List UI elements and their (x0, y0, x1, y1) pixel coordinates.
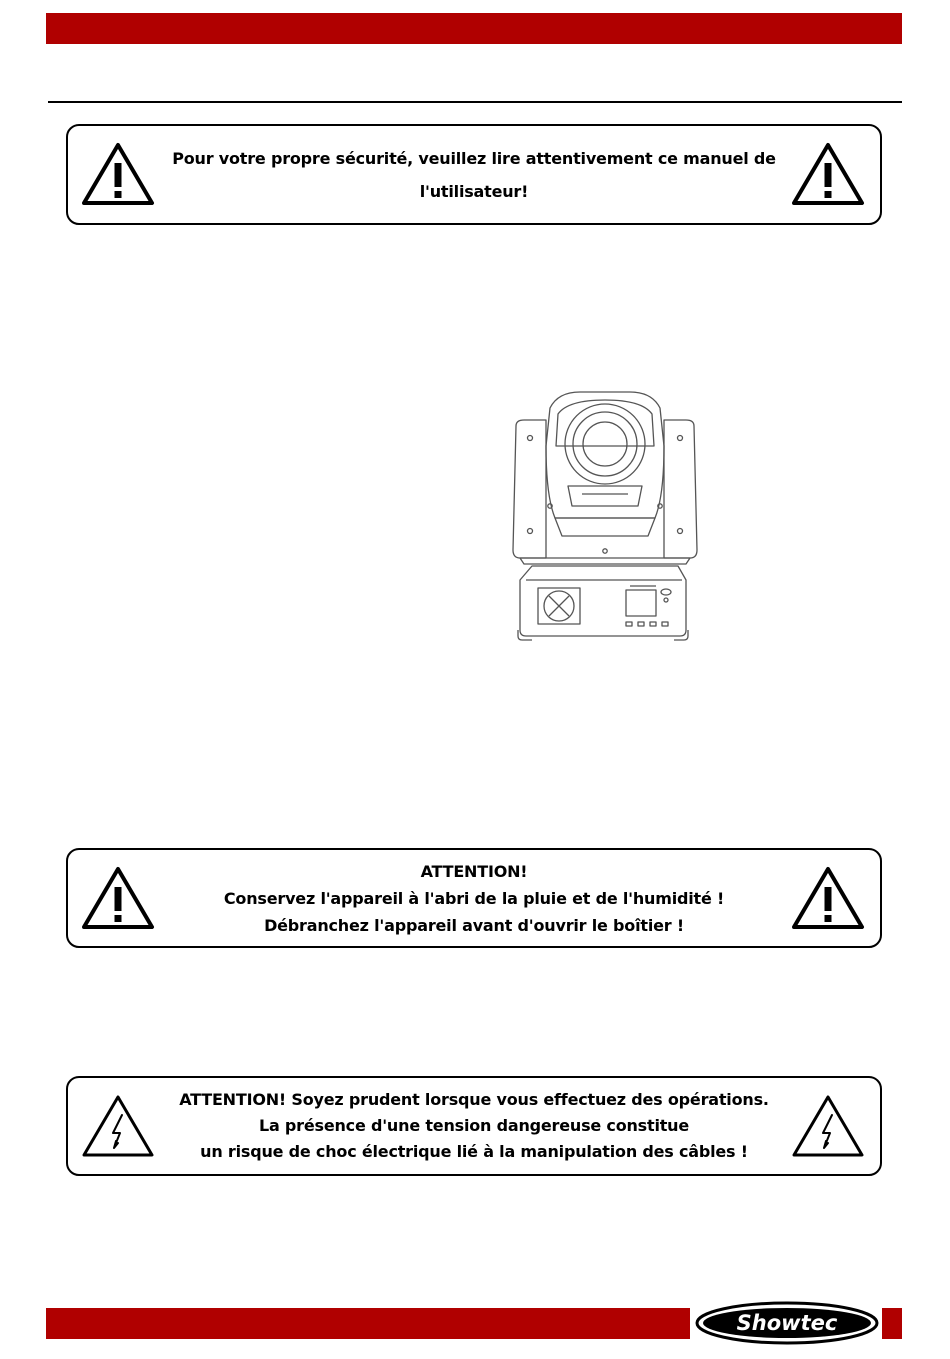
moving-head-illustration (510, 386, 700, 668)
moisture-warning-box (66, 848, 882, 948)
footer-bar (46, 1308, 690, 1339)
warning-line: ATTENTION! Soyez prudent lorsque vous effectuez des opérations. (179, 1090, 769, 1109)
header-divider (48, 101, 902, 103)
moisture-warning-text (168, 850, 780, 946)
exclamation-triangle-icon (80, 865, 156, 931)
warning-line: Pour votre propre sécurité, veuillez lire attentivement ce manuel de (172, 148, 776, 168)
showtec-logo (694, 1300, 880, 1346)
warning-line: Débranchez l'appareil avant d'ouvrir le boîtier ! (264, 915, 684, 935)
header-bar (46, 13, 902, 44)
electric-warning-box (66, 1076, 882, 1176)
exclamation-triangle-icon (790, 865, 866, 931)
safety-warning-box (66, 124, 882, 225)
warning-line: La présence d'une tension dangereuse constitue (258, 1116, 690, 1135)
warning-line: l'utilisateur! (419, 181, 529, 201)
electric-shock-triangle-icon (790, 1093, 866, 1159)
logo-wordmark: Showtec (736, 1311, 838, 1335)
exclamation-triangle-icon (790, 141, 866, 207)
exclamation-triangle-icon (80, 141, 156, 207)
warning-line: Conservez l'appareil à l'abri de la pluie et de l'humidité ! (223, 888, 725, 908)
warning-line: un risque de choc électrique lié à la manipulation des câbles ! (200, 1142, 748, 1161)
footer-bar-end (882, 1308, 902, 1339)
electric-warning-text (168, 1078, 780, 1174)
electric-shock-triangle-icon (80, 1093, 156, 1159)
warning-line: ATTENTION! (420, 861, 528, 881)
safety-warning-text (168, 126, 780, 223)
